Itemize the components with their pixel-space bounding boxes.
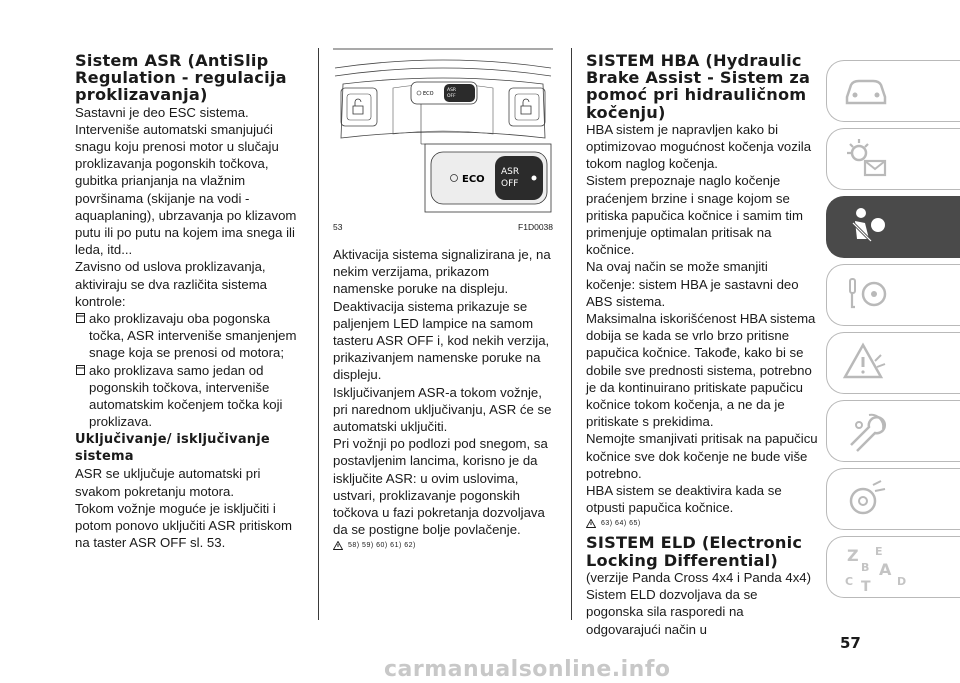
warning-triangle-icon [841,337,891,387]
warning-icon [333,541,343,550]
tab-lights[interactable] [826,128,960,190]
paragraph: (verzije Panda Cross 4x4 i Panda 4x4) [586,569,812,585]
asr-label: ASR [501,167,520,177]
off-label-small: OFF [447,94,456,99]
section-title-asr: Sistem ASR (AntiSlip Regulation - regulacija proklizavanja) [75,51,287,105]
paragraph: Isključivanjem ASR-a tokom vožnje, pri narednom uključivanju, ASR će se automatski uključiti. [333,384,552,435]
warning-refs: 58) 59) 60) 61) 62) [348,542,416,550]
bullet-icon [76,365,85,375]
index-letter: B [861,561,870,574]
bullet-item [75,310,298,362]
technical-data-icon [841,473,891,523]
bullet-text: ako proklizavaju oba pogonska točka, ASR interveniše smanjenjem snage koja se prenosi od motora; [89,311,297,361]
safety-airbag-icon [841,201,891,251]
column-hba [586,52,818,638]
paragraph: Aktivacija sistema signalizirana je, na nekim verzijama, prikazom namenske poruke na displeju. [333,247,551,297]
eco-label: ECO [462,174,485,185]
column-figure [333,48,553,550]
paragraph: Deaktivacija sistema prikazuje se paljenjem LED lampice na samom tasteru ASR OFF i, kod nekih verzija, prikazivanjem namenske poruke na displeju. [333,298,550,383]
bullet-icon [76,313,85,323]
paragraph: Sistem ELD dozvoljava da se pogonska sila rasporedi na odgovarajući način u [586,587,758,637]
tab-safety[interactable] [826,196,960,258]
figure-number: 53 [333,222,343,232]
index-letter: C [845,575,854,588]
index-letter: E [875,545,883,558]
paragraph: Sistem prepoznaje naglo kočenje praćenjem brzine i snage kojom se pritiska papučica kočnice i samim tim primenjuje optimalan pritisak na kočnice. [586,173,803,258]
index-letter: A [879,560,892,579]
car-dashboard-icon [841,65,891,115]
tab-index[interactable] [826,536,960,598]
bullet-item [75,362,298,431]
chapter-tabs [826,60,960,604]
section-title-hba: SISTEM HBA (Hydraulic Brake Assist - Sistem za pomoć pri hidrauličnom kočenju) [586,51,811,122]
index-letter: Z [847,546,859,565]
warning-refs: 63) 64) 65) [601,520,641,528]
figure-code: F1D0038 [518,222,553,232]
index-letter: T [861,579,871,595]
eco-label-small: ECO [423,91,434,97]
bullet-text: ako proklizava samo jedan od pogonskih točkova, interveniše automatskim kočenjem točka koji proklizava. [89,362,283,430]
service-tools-icon [841,405,891,455]
paragraph: Zavisno od uslova proklizavanja, aktiviraju se dva različita sistema kontrole: [75,259,268,309]
figure-caption [333,222,553,232]
warning-icon [586,519,596,528]
tab-starting[interactable] [826,264,960,326]
paragraph: HBA sistem je napravljen kako bi optimizovao mogućnost kočenja vozila tokom naglog kočenja. [586,121,812,172]
warning-reference [333,541,553,550]
column-divider [318,48,319,620]
watermark: carmanualsonline.info [384,657,671,682]
subsection-title: Uključivanje/ isključivanje sistema [75,432,270,465]
index-letter: D [897,575,907,588]
tab-technical-data[interactable] [826,468,960,530]
key-steering-icon [841,269,891,319]
paragraph: Tokom vožnje moguće je isključiti i potom ponovo uključiti ASR pritiskom na taster ASR OFF sl. 53. [75,500,292,551]
paragraph: Nemojte smanjivati pritisak na papučicu kočnice sve dok kočenje ne bude više potrebno. [586,431,818,481]
paragraph: Maksimalna iskorišćenost HBA sistema dobija se kada se vrlo brzo pritisne papučica kočnice. Takođe, kako bi se dobile sve prednosti sistema, potrebno je da kontinuirano pritiskate papučicu kočnice tokom kočenja, a ne da je pritiskate s prekidima. [586,311,816,430]
section-title-eld: SISTEM ELD (Electronic Locking Differential) [586,533,803,570]
index-letters-icon [841,541,911,595]
tab-emergency[interactable] [826,332,960,394]
column-body [333,246,553,550]
warning-reference [586,519,818,528]
tab-maintenance[interactable] [826,400,960,462]
page-number: 57 [840,634,861,652]
asr-label-small: ASR [447,88,457,93]
paragraph: Sastavni je deo ESC sistema. Interveniše automatski smanjujući snagu koju prenosi motor u slučaju proklizavanja pogonskih točkova, gubitka prianjanja na vlažnim površinama (skijanje na vodi - aquaplaning), ubrzavanja po klizavom putu ili po putu na kojem ima snega ili leda, itd... [75,104,297,258]
tab-dashboard[interactable] [826,60,960,122]
paragraph: Na ovaj način se može smanjiti kočenje: sistem HBA je sastavni deo ABS sistema. [586,259,799,309]
asr-switch-illustration [333,48,553,216]
lights-message-icon [841,133,891,183]
paragraph: ASR se uključuje automatski pri svakom pokretanju motora. [75,466,261,499]
column-divider [571,48,572,620]
off-label: OFF [501,179,519,189]
paragraph: Pri vožnji po podlozi pod snegom, sa postavljenim lancima, korisno je da isključite ASR: u ovim uslovima, ustvari, proklizavanje pogonskih točkova u fazi pokretanja dozvoljava da se postigne bolje povlačenje. [333,436,548,538]
column-asr [75,52,298,551]
paragraph: HBA sistem se deaktivira kada se otpusti papučica kočnice. [586,483,782,516]
figure-53 [333,48,553,238]
